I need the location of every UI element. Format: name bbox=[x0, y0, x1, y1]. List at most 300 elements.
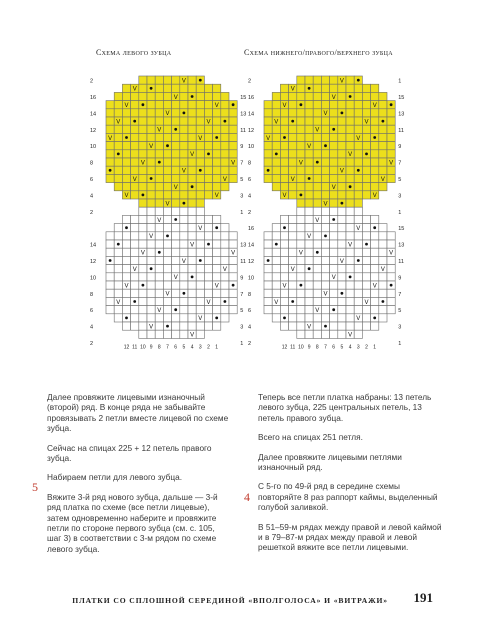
chart-cell bbox=[147, 150, 155, 158]
chart-cell bbox=[313, 207, 321, 215]
chart-cell bbox=[131, 142, 139, 150]
chart-dot bbox=[300, 284, 303, 287]
chart-dot bbox=[357, 169, 360, 172]
chart-dot bbox=[349, 276, 352, 279]
chart-cell bbox=[338, 117, 346, 125]
chart-cell bbox=[321, 191, 329, 199]
chart-cell bbox=[229, 306, 237, 314]
chart-cell bbox=[272, 281, 280, 289]
chart-cell bbox=[114, 133, 122, 141]
chart-cell bbox=[362, 306, 370, 314]
row-label: 12 bbox=[90, 127, 97, 134]
row-label: 1 bbox=[240, 209, 244, 216]
chart-cell bbox=[114, 158, 122, 166]
chart-cell bbox=[371, 142, 379, 150]
chart-cell bbox=[213, 183, 221, 191]
chart-cell bbox=[114, 142, 122, 150]
chart-cell bbox=[180, 150, 188, 158]
chart-cell bbox=[221, 166, 229, 174]
chart-cell bbox=[196, 297, 204, 305]
column-label: 1 bbox=[373, 344, 377, 351]
chart-cell bbox=[172, 281, 180, 289]
row-label: 15 bbox=[398, 94, 405, 101]
chart-cell bbox=[354, 117, 362, 125]
chart-cell bbox=[163, 174, 171, 182]
chart-cell bbox=[122, 240, 130, 248]
chart-cell bbox=[321, 158, 329, 166]
chart-cell bbox=[221, 150, 229, 158]
chart-cell bbox=[131, 183, 139, 191]
chart-cell bbox=[272, 256, 280, 264]
chart-cell bbox=[221, 101, 229, 109]
chart-cell bbox=[321, 125, 329, 133]
chart-cell bbox=[188, 76, 196, 84]
chart-dot bbox=[267, 169, 270, 172]
chart-dot bbox=[390, 284, 393, 287]
chart-cell bbox=[313, 117, 321, 125]
chart-cell bbox=[330, 248, 338, 256]
chart-cell bbox=[155, 92, 163, 100]
chart-dot bbox=[341, 202, 344, 205]
chart-dot bbox=[349, 95, 352, 98]
row-label: 5 bbox=[398, 176, 402, 183]
chart-dot bbox=[199, 169, 202, 172]
chart-cell bbox=[354, 191, 362, 199]
chart-cell bbox=[172, 314, 180, 322]
chart-cell bbox=[114, 289, 122, 297]
chart-cell bbox=[321, 117, 329, 125]
row-label: 5 bbox=[398, 308, 402, 315]
chart-cell bbox=[362, 256, 370, 264]
chart-cell bbox=[346, 84, 354, 92]
row-label: 5 bbox=[240, 308, 244, 315]
row-label: 4 bbox=[248, 193, 252, 200]
chart-cell bbox=[313, 330, 321, 338]
chart-cell bbox=[196, 265, 204, 273]
chart-cell bbox=[313, 199, 321, 207]
chart-dot bbox=[349, 185, 352, 188]
chart-symbol: V bbox=[372, 193, 377, 200]
chart-dot bbox=[291, 300, 294, 303]
chart-cell bbox=[297, 256, 305, 264]
chart-cell bbox=[346, 174, 354, 182]
chart-cell bbox=[172, 150, 180, 158]
chart-cell bbox=[163, 125, 171, 133]
left-paragraph-4: Вяжите 3-й ряд нового зубца, дальше — 3-й ряд платка по схеме (все петли лицевые), затем одновременно наберите и провяжите петли по стороне первого зубца (см. с. 105, шаг 3) в соответствии с 3-м рядом по схеме левого зубца. bbox=[47, 491, 218, 554]
chart-cell bbox=[114, 273, 122, 281]
chart-cell bbox=[371, 150, 379, 158]
chart-cell bbox=[280, 289, 288, 297]
chart-cell bbox=[362, 322, 370, 330]
chart-cell bbox=[313, 273, 321, 281]
chart-cell bbox=[371, 256, 379, 264]
column-label: 11 bbox=[290, 344, 296, 351]
chart-cell bbox=[305, 92, 313, 100]
chart-cell bbox=[139, 273, 147, 281]
chart-cell bbox=[196, 183, 204, 191]
chart-cell bbox=[362, 248, 370, 256]
chart-symbol: V bbox=[307, 144, 312, 150]
chart-cell bbox=[106, 150, 114, 158]
chart-cell bbox=[354, 142, 362, 150]
column-label: 11 bbox=[132, 344, 138, 351]
chart-dot bbox=[117, 153, 120, 156]
chart-cell bbox=[180, 224, 188, 232]
chart-cell bbox=[338, 84, 346, 92]
chart-cell bbox=[155, 101, 163, 109]
chart-cell bbox=[338, 297, 346, 305]
chart-cell bbox=[354, 240, 362, 248]
chart-cell bbox=[213, 240, 221, 248]
chart-cell bbox=[371, 183, 379, 191]
chart-cell bbox=[131, 191, 139, 199]
right-paragraph-2: Всего на спицах 251 петля. bbox=[258, 432, 363, 443]
chart-cell bbox=[362, 224, 370, 232]
chart-cell bbox=[297, 265, 305, 273]
chart-cell bbox=[305, 314, 313, 322]
chart-symbol: V bbox=[348, 152, 353, 159]
chart-cell bbox=[155, 256, 163, 264]
row-label: 8 bbox=[90, 160, 94, 167]
chart-cell bbox=[229, 109, 237, 117]
chart-cell bbox=[264, 232, 272, 240]
column-label: 10 bbox=[298, 344, 304, 351]
chart-cell bbox=[229, 297, 237, 305]
chart-cell bbox=[163, 117, 171, 125]
row-label: 7 bbox=[398, 291, 402, 298]
chart-cell bbox=[131, 240, 139, 248]
column-label: 5 bbox=[340, 344, 344, 351]
chart-cell bbox=[180, 101, 188, 109]
chart-cell bbox=[221, 142, 229, 150]
chart-cell bbox=[172, 297, 180, 305]
chart-symbol: V bbox=[132, 267, 137, 273]
chart-symbol: V bbox=[231, 160, 236, 167]
chart-cell bbox=[131, 322, 139, 330]
chart-cell bbox=[264, 240, 272, 248]
right-paragraph-1: Теперь все петли платка набраны: 13 петель левого зубца, 225 центральных петель, 13 петель правого зубца. bbox=[258, 392, 432, 423]
chart-cell bbox=[379, 109, 387, 117]
chart-cell bbox=[313, 232, 321, 240]
chart-cell bbox=[321, 306, 329, 314]
chart-dot bbox=[324, 235, 327, 238]
chart-cell bbox=[330, 240, 338, 248]
chart-cell bbox=[122, 289, 130, 297]
chart-cell bbox=[139, 224, 147, 232]
chart-cell bbox=[188, 133, 196, 141]
chart-cell bbox=[122, 92, 130, 100]
chart-cell bbox=[196, 84, 204, 92]
chart-cell bbox=[155, 281, 163, 289]
chart-cell bbox=[163, 92, 171, 100]
chart-cell bbox=[147, 158, 155, 166]
chart-cell bbox=[371, 232, 379, 240]
chart-symbol: V bbox=[315, 127, 320, 134]
chart-cell bbox=[155, 289, 163, 297]
chart-cell bbox=[139, 289, 147, 297]
chart-dot bbox=[117, 243, 120, 246]
chart-cell bbox=[114, 166, 122, 174]
chart-cell bbox=[280, 232, 288, 240]
chart-cell bbox=[297, 76, 305, 84]
chart-cell bbox=[204, 256, 212, 264]
chart-cell bbox=[338, 265, 346, 273]
chart-symbol: V bbox=[157, 127, 162, 134]
chart-cell bbox=[172, 199, 180, 207]
chart-cell bbox=[131, 273, 139, 281]
chart-cell bbox=[114, 92, 122, 100]
chart-cell bbox=[354, 125, 362, 133]
chart-cell bbox=[147, 248, 155, 256]
row-label: 2 bbox=[90, 340, 94, 347]
chart-cell bbox=[330, 224, 338, 232]
chart-cell bbox=[280, 174, 288, 182]
chart-cell bbox=[371, 289, 379, 297]
chart-cell bbox=[289, 125, 297, 133]
chart-cell bbox=[114, 232, 122, 240]
chart-symbol: V bbox=[290, 86, 295, 93]
chart-cell bbox=[139, 76, 147, 84]
chart-cell bbox=[155, 322, 163, 330]
chart-cell bbox=[106, 289, 114, 297]
chart-cell bbox=[379, 142, 387, 150]
chart-cell bbox=[188, 207, 196, 215]
chart-cell bbox=[305, 289, 313, 297]
chart-cell bbox=[338, 248, 346, 256]
chart-cell bbox=[229, 232, 237, 240]
chart-cell bbox=[188, 199, 196, 207]
chart-symbol: V bbox=[149, 144, 154, 150]
chart-cell bbox=[188, 215, 196, 223]
chart-cell bbox=[321, 92, 329, 100]
chart-cell bbox=[338, 232, 346, 240]
chart-cell bbox=[155, 240, 163, 248]
chart-dot bbox=[332, 128, 335, 131]
chart-cell bbox=[272, 232, 280, 240]
chart-cell bbox=[330, 265, 338, 273]
column-label: 2 bbox=[207, 344, 210, 351]
chart-cell bbox=[346, 117, 354, 125]
row-label: 5 bbox=[240, 176, 244, 183]
chart-symbol: V bbox=[157, 217, 162, 224]
chart-cell bbox=[313, 133, 321, 141]
chart-cell bbox=[313, 109, 321, 117]
chart-cell bbox=[264, 297, 272, 305]
chart-cell bbox=[354, 248, 362, 256]
chart-cell bbox=[163, 314, 171, 322]
chart-cell bbox=[188, 248, 196, 256]
chart-cell bbox=[371, 174, 379, 182]
chart-cell bbox=[204, 314, 212, 322]
chart-cell bbox=[338, 101, 346, 109]
chart-cell bbox=[362, 289, 370, 297]
chart-cell bbox=[147, 109, 155, 117]
chart-symbol: V bbox=[331, 275, 336, 282]
chart-cell bbox=[338, 306, 346, 314]
chart-cell bbox=[155, 265, 163, 273]
chart-cell bbox=[131, 158, 139, 166]
chart-cell bbox=[346, 322, 354, 330]
chart-symbol: V bbox=[198, 135, 203, 142]
chart-cell bbox=[163, 265, 171, 273]
chart-cell bbox=[346, 215, 354, 223]
chart-cell bbox=[122, 142, 130, 150]
chart-dot bbox=[324, 144, 327, 147]
chart-cell bbox=[204, 84, 212, 92]
chart-cell bbox=[188, 109, 196, 117]
chart-cell bbox=[297, 133, 305, 141]
chart-cell bbox=[106, 240, 114, 248]
chart-cell bbox=[354, 183, 362, 191]
chart-cell bbox=[297, 174, 305, 182]
chart-cell bbox=[354, 92, 362, 100]
chart-cell bbox=[163, 273, 171, 281]
chart-symbol: V bbox=[132, 86, 137, 93]
chart-symbol: V bbox=[331, 185, 336, 191]
chart-symbol: V bbox=[315, 217, 320, 224]
chart-cell bbox=[131, 92, 139, 100]
chart-cell bbox=[122, 174, 130, 182]
right-paragraph-3: Далее провяжите лицевыми петлями изнаночный ряд. bbox=[258, 451, 402, 473]
chart-cell bbox=[139, 174, 147, 182]
chart-cell bbox=[131, 150, 139, 158]
chart-cell bbox=[155, 84, 163, 92]
chart-cell bbox=[213, 166, 221, 174]
chart-cell bbox=[379, 166, 387, 174]
chart-cell bbox=[330, 322, 338, 330]
chart-cell bbox=[280, 109, 288, 117]
chart-cell bbox=[188, 297, 196, 305]
chart-symbol: V bbox=[274, 299, 279, 306]
chart-cell bbox=[305, 158, 313, 166]
column-label: 3 bbox=[356, 344, 360, 351]
chart-dot bbox=[183, 202, 186, 205]
chart-cell bbox=[362, 273, 370, 281]
chart-cell bbox=[196, 289, 204, 297]
row-label: 14 bbox=[248, 111, 255, 118]
chart-symbol: V bbox=[356, 226, 361, 232]
chart-cell bbox=[354, 158, 362, 166]
row-label: 3 bbox=[240, 324, 244, 331]
chart-symbol: V bbox=[364, 119, 369, 126]
chart-dot bbox=[390, 103, 393, 106]
chart-cell bbox=[114, 101, 122, 109]
chart-cell bbox=[379, 158, 387, 166]
chart-cell bbox=[338, 322, 346, 330]
chart-cell bbox=[139, 199, 147, 207]
chart-cell bbox=[346, 166, 354, 174]
chart-cell bbox=[131, 232, 139, 240]
chart-cell bbox=[338, 330, 346, 338]
chart-cell bbox=[122, 322, 130, 330]
chart-cell bbox=[272, 224, 280, 232]
chart-cell bbox=[305, 191, 313, 199]
chart-cell bbox=[272, 183, 280, 191]
chart-cell bbox=[114, 281, 122, 289]
left-paragraph-1: Далее провяжите лицевыми изнаночный (второй) ряд. В конце ряда не забывайте провязывать 2 петли вместе лицевой по схеме зубца. bbox=[47, 392, 229, 434]
chart-cell bbox=[305, 109, 313, 117]
chart-cell bbox=[172, 109, 180, 117]
chart-dot bbox=[125, 136, 128, 139]
chart-cell bbox=[147, 306, 155, 314]
chart-cell bbox=[387, 174, 395, 182]
chart-cell bbox=[330, 191, 338, 199]
chart-cell bbox=[346, 224, 354, 232]
chart-cell bbox=[305, 215, 313, 223]
row-label: 3 bbox=[240, 193, 244, 200]
chart-dot bbox=[142, 284, 145, 287]
chart-dot bbox=[232, 103, 235, 106]
chart-cell bbox=[272, 109, 280, 117]
chart-symbol: V bbox=[190, 242, 195, 249]
chart-dot bbox=[300, 194, 303, 197]
chart-cell bbox=[297, 330, 305, 338]
chart-cell bbox=[147, 76, 155, 84]
row-label: 10 bbox=[248, 144, 255, 151]
chart-cell bbox=[338, 183, 346, 191]
chart-cell bbox=[321, 273, 329, 281]
chart-cell bbox=[147, 133, 155, 141]
chart-symbol: V bbox=[116, 299, 121, 306]
chart-cell bbox=[122, 183, 130, 191]
chart-symbol: V bbox=[206, 299, 211, 306]
chart-cell bbox=[264, 142, 272, 150]
chart-cell bbox=[114, 224, 122, 232]
row-label: 16 bbox=[248, 226, 255, 233]
chart-dot bbox=[373, 226, 376, 229]
chart-dot bbox=[174, 308, 177, 311]
chart-cell bbox=[131, 248, 139, 256]
row-label: 14 bbox=[90, 111, 97, 118]
chart-cell bbox=[379, 306, 387, 314]
chart-dot bbox=[142, 103, 145, 106]
chart-cell bbox=[371, 240, 379, 248]
column-label: 7 bbox=[166, 344, 169, 351]
chart-symbol: V bbox=[266, 135, 271, 142]
chart-cell bbox=[305, 133, 313, 141]
chart-cell bbox=[313, 101, 321, 109]
chart-dot bbox=[308, 87, 311, 90]
chart-cell bbox=[272, 133, 280, 141]
chart-cell bbox=[297, 92, 305, 100]
chart-symbol: V bbox=[323, 111, 328, 118]
chart-cell bbox=[371, 273, 379, 281]
column-label: 3 bbox=[198, 344, 202, 351]
chart-cell bbox=[371, 166, 379, 174]
chart-cell bbox=[213, 174, 221, 182]
chart-cell bbox=[371, 125, 379, 133]
chart-cell bbox=[297, 215, 305, 223]
chart-cell bbox=[221, 224, 229, 232]
chart-cell bbox=[180, 330, 188, 338]
chart-cell bbox=[196, 207, 204, 215]
chart-dot bbox=[191, 276, 194, 279]
chart-cell bbox=[172, 265, 180, 273]
row-label: 11 bbox=[398, 258, 404, 265]
chart-cell bbox=[387, 265, 395, 273]
column-label: 10 bbox=[140, 344, 146, 351]
chart-cell bbox=[338, 314, 346, 322]
row-label: 12 bbox=[90, 258, 97, 265]
chart-dot bbox=[341, 112, 344, 115]
chart-cell bbox=[371, 117, 379, 125]
chart-cell bbox=[213, 256, 221, 264]
chart-symbol: V bbox=[290, 176, 295, 183]
chart-cell bbox=[321, 166, 329, 174]
chart-cell bbox=[213, 273, 221, 281]
chart-cell bbox=[313, 224, 321, 232]
chart-cell bbox=[297, 183, 305, 191]
